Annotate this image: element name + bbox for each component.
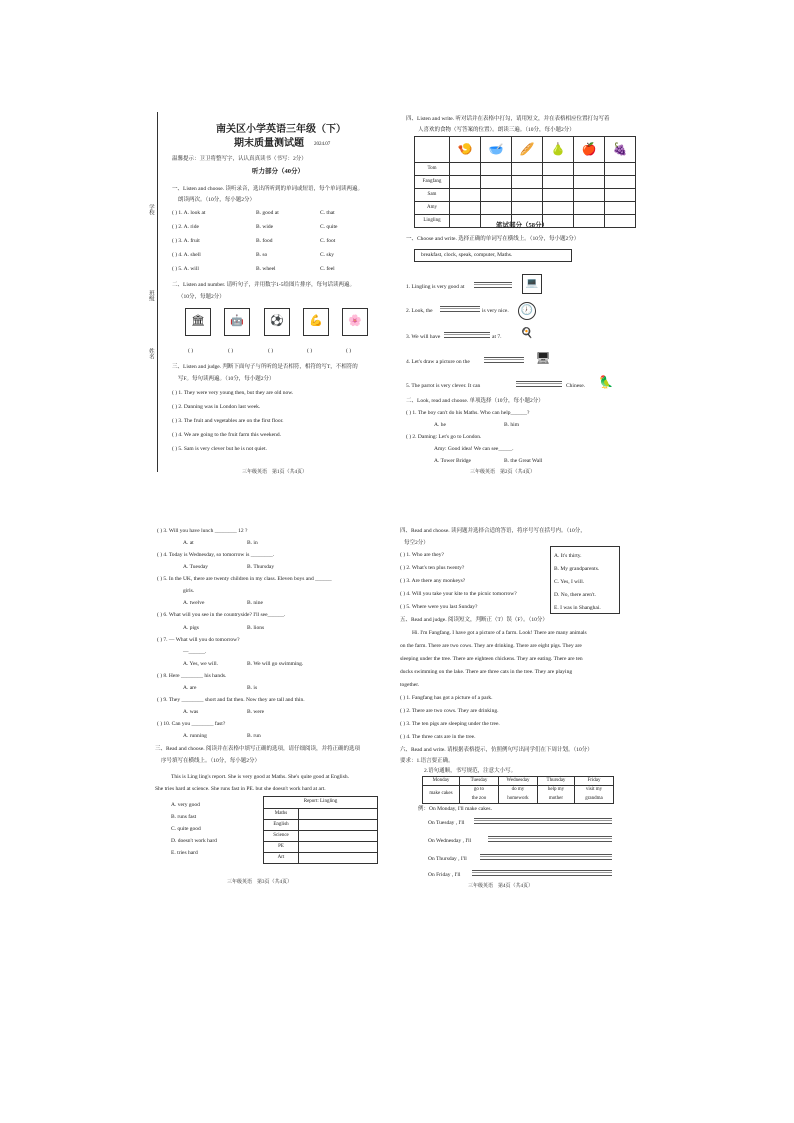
computer-desk-icon: 🖥 bbox=[535, 350, 551, 365]
answer-c: C. Yes, I will. bbox=[554, 579, 585, 585]
answer-a: A. It's thirty. bbox=[554, 553, 582, 559]
page-3 bbox=[155, 522, 395, 894]
w2-opt-1a: A. he bbox=[434, 422, 446, 428]
w1-item-3a: 3. We will have bbox=[406, 334, 441, 340]
p3-q3a: A. at bbox=[183, 540, 194, 546]
name-label: 姓名 bbox=[147, 348, 154, 359]
s2-blank-2[interactable]: ( ) bbox=[228, 348, 234, 354]
s3-item-5: ( ) 5. Sam is very clever but he is not quiet. bbox=[172, 446, 267, 452]
page-1 bbox=[140, 112, 390, 482]
p3-q5b: B. nine bbox=[247, 600, 263, 606]
judge-2: ( ) 2. There are two cows. They are drinking. bbox=[400, 708, 499, 714]
p3-q5-cont: girls. bbox=[183, 588, 195, 594]
answer-box bbox=[550, 546, 620, 614]
option-d: D. doesn't work hard bbox=[171, 838, 217, 844]
write-line[interactable] bbox=[480, 854, 612, 860]
s4-title2: 人喜欢的食物（写答案的位置）。朗读三遍。（10分，每小题2分） bbox=[418, 127, 575, 133]
writing-heading: 笔试部分（58分） bbox=[496, 222, 548, 229]
plan-task: homework bbox=[499, 795, 538, 804]
s1-option: B. so bbox=[256, 252, 268, 258]
answer-line[interactable] bbox=[484, 357, 524, 363]
question-5: ( ) 5. Where were you last Sunday? bbox=[400, 604, 478, 610]
s1-option: C. that bbox=[320, 210, 335, 216]
tip: 温馨提示：卫卫将整写字，认认真真读书（书写：2分） bbox=[172, 156, 307, 162]
p3-q4: ( ) 4. Today is Wednesday, so tomorrow is ________. bbox=[157, 552, 275, 558]
p4-s6-req: 要求：1.语言要正确。 bbox=[400, 758, 454, 764]
option-b: B. runs fast bbox=[171, 814, 197, 820]
p3-q4b: B. Thursday bbox=[247, 564, 275, 570]
plan-task: mother bbox=[538, 795, 575, 804]
p3-q9: ( ) 9. They ________ short and fat then. Now they are tall and thin. bbox=[157, 697, 305, 703]
p4-s4-title: 四、Read and choose. 读问题并选择合适的答语，将序号写在括号内。（10分， bbox=[400, 528, 586, 534]
p3-q4a: A. Tuesday bbox=[183, 564, 209, 570]
w1-title: 一、Choose and write. 选择正确的单词写在横线上。（10分，每小题2分） bbox=[406, 236, 580, 242]
binding-line bbox=[157, 112, 158, 472]
s4-title: 四、Listen and write. 听对话并在表格中打勾，请用短文，并在表格相应位置打勾写着 bbox=[406, 116, 610, 122]
s1-option: C. foot bbox=[320, 238, 336, 244]
s1-title: 一、Listen and choose. 读听录音，选出所听到的单词或短语，每个单词读两遍。 bbox=[172, 186, 363, 192]
p3-q8a: A. are bbox=[183, 685, 197, 691]
plan-task: grandma bbox=[575, 795, 614, 804]
plan-day: Tuesday bbox=[460, 777, 499, 786]
plan-task: visit my bbox=[575, 786, 614, 795]
s3-item-3: ( ) 3. The fruit and vegetables are on the first floor. bbox=[172, 418, 284, 424]
p3-q10a: A. running bbox=[183, 733, 207, 739]
w2-item-2: ( ) 2. Daming: Let's go to London. bbox=[406, 434, 482, 440]
s2-title: 二、Listen and number. 请听句子，并用数字1-5给图片排序，每句话读两遍。 bbox=[172, 282, 356, 288]
food-table bbox=[414, 136, 636, 228]
p3-q6b: B. lions bbox=[247, 625, 265, 631]
listening-heading: 听力部分（40分） bbox=[252, 168, 304, 175]
bread-icon: 🥖 bbox=[512, 137, 543, 163]
question-1: ( ) 1. Who are they? bbox=[400, 552, 444, 558]
report-subject: Maths bbox=[264, 809, 299, 820]
question-2: ( ) 2. What's ten plus twenty? bbox=[400, 565, 465, 571]
answer-line[interactable] bbox=[516, 381, 562, 387]
s3-item-4: ( ) 4. We are going to the fruit farm this weekend. bbox=[172, 432, 281, 438]
computer-icon: 💻 bbox=[522, 274, 542, 294]
shrimp-icon: 🍤 bbox=[450, 137, 481, 163]
exam-subtitle: 期末质量测试题 bbox=[234, 138, 304, 149]
passage-line-5: together. bbox=[400, 682, 420, 688]
passage-line-1: Hi. I'm Fangfang. I have got a picture of a farm. Look! There are many animals bbox=[412, 630, 587, 636]
p3-q6a: A. pigs bbox=[183, 625, 199, 631]
s3-item-1: ( ) 1. They were very young then, but they are old now. bbox=[172, 390, 294, 396]
s2-blank-1[interactable]: ( ) bbox=[188, 348, 194, 354]
example-sentence: 例：On Monday, I'll make cakes. bbox=[418, 806, 492, 812]
s1-option: B. food bbox=[256, 238, 273, 244]
clock-icon: 🕖 bbox=[518, 302, 536, 320]
p3-q7: ( ) 7. — What will you do tomorrow? bbox=[157, 637, 240, 643]
robot-icon: 🤖 bbox=[224, 308, 250, 336]
plan-day: Friday bbox=[575, 777, 614, 786]
s3-item-2: ( ) 2. Danning was in London last week. bbox=[172, 404, 261, 410]
p3-q7b: B. We will go swimming. bbox=[247, 661, 304, 667]
bowl-icon: 🥣 bbox=[481, 137, 512, 163]
p3-q5a: A. twelve bbox=[183, 600, 205, 606]
report-subject: Science bbox=[264, 831, 299, 842]
table-corner bbox=[415, 137, 450, 163]
w2-opt-1b: B. him bbox=[504, 422, 519, 428]
big-ben-icon: 🏛 bbox=[185, 308, 211, 336]
pear-icon: 🍐 bbox=[543, 137, 574, 163]
s1-item: ( ) 1. A. look at bbox=[172, 210, 206, 216]
s1-item: ( ) 5. A. will bbox=[172, 266, 199, 272]
arm-muscle-icon: 💪 bbox=[303, 308, 329, 336]
report-title: Report: Lingling bbox=[264, 797, 378, 809]
school-label: 学校 bbox=[147, 204, 154, 215]
exam-title: 南关区小学英语三年级（下） bbox=[216, 124, 346, 135]
w1-item-3b: at 7. bbox=[492, 334, 502, 340]
p4-s4-title2: 每空2分） bbox=[404, 540, 429, 546]
s1-item: ( ) 2. A. ride bbox=[172, 224, 199, 230]
write-prompt-1: On Tuesday , I'll bbox=[428, 820, 465, 826]
row-label: Tom bbox=[415, 163, 450, 176]
exam-date: 2024.07 bbox=[314, 142, 331, 147]
option-e: E. tries hard bbox=[171, 850, 198, 856]
p3-passage-2: She tries hard at science. She runs fast in PE. but she doesn't work hard at art. bbox=[155, 786, 326, 792]
p4-s5-title: 五、Read and judge. 阅读短文，判断正（T）误（F）。（10分） bbox=[400, 617, 548, 623]
p3-s3-title: 三、Read and choose. 阅读并在表格中填写正确的选项，请仔细阅读，并将正确的选项 bbox=[155, 746, 361, 752]
s1-item: ( ) 4. A. shell bbox=[172, 252, 201, 258]
grapes-icon: 🍇 bbox=[605, 137, 636, 163]
row-label: Sam bbox=[415, 189, 450, 202]
plan-day: Thursday bbox=[538, 777, 575, 786]
answer-line[interactable] bbox=[444, 332, 490, 338]
write-prompt-4: On Friday , I'll bbox=[428, 872, 461, 878]
s1-title2: 朗读两次。（10分，每小题2分） bbox=[178, 197, 256, 203]
option-a: A. very good bbox=[171, 802, 200, 808]
s3-title2: 写F。每句读两遍。（10分，每小题2分） bbox=[178, 376, 275, 382]
row-label: Fangfang bbox=[415, 176, 450, 189]
report-table bbox=[263, 796, 378, 864]
s1-item: ( ) 3. A. fruit bbox=[172, 238, 200, 244]
p3-q8b: B. is bbox=[247, 685, 258, 691]
s1-option: C. quite bbox=[320, 224, 338, 230]
passage-line-4: ducks swimming on the lake. There are three cats in the tree. They are playing bbox=[400, 669, 573, 675]
answer-d: D. No, there aren't. bbox=[554, 592, 596, 598]
w1-item-4: 4. Let's draw a picture on the bbox=[406, 359, 470, 365]
report-subject: English bbox=[264, 820, 299, 831]
parrot-icon: 🦜 bbox=[598, 374, 614, 389]
footer-3: 三年级英语 第3页（共4页） bbox=[227, 880, 293, 885]
p3-q7a: A. Yes, we will. bbox=[183, 661, 218, 667]
s1-option: C. feel bbox=[320, 266, 335, 272]
plan-day: Wednesday bbox=[499, 777, 538, 786]
w2-item-1: ( ) 1. The boy can't do his Maths. Who can help______? bbox=[406, 410, 530, 416]
class-label: 班级 bbox=[147, 290, 154, 301]
s1-option: B. wide bbox=[256, 224, 274, 230]
passage-line-3: sleeping under the tree. There are eighteen chickens. They are eating. There are ten bbox=[400, 656, 583, 662]
page-4 bbox=[398, 522, 638, 894]
answer-b: B. My grandparents. bbox=[554, 566, 600, 572]
plan-task: go to bbox=[460, 786, 499, 795]
w2-opt-2a: A. Tower Bridge bbox=[434, 458, 471, 464]
s1-option: B. good at bbox=[256, 210, 279, 216]
judge-3: ( ) 3. The ten pigs are sleeping under the tree. bbox=[400, 721, 500, 727]
footer-1: 三年级英语 第1页（共4页） bbox=[242, 470, 308, 475]
p3-q3b: B. in bbox=[247, 540, 258, 546]
s3-title: 三、Listen and judge. 判断下面句子与所听的是否相符，相符的写T，不相符的 bbox=[172, 364, 358, 370]
report-subject: PE bbox=[264, 842, 299, 853]
p3-q8: ( ) 8. Here ________ his hands. bbox=[157, 673, 227, 679]
w1-item-5a: 5. The parrot is very clever. It can bbox=[406, 383, 481, 389]
plan-day: Monday bbox=[423, 777, 460, 786]
answer-e: E. I was in Shanghai. bbox=[554, 605, 601, 611]
w2-opt-2b: B. the Great Wall bbox=[504, 458, 543, 464]
plan-table bbox=[422, 776, 614, 804]
write-line[interactable] bbox=[488, 836, 612, 842]
passage-line-2: on the farm. There are two cows. They are drinking. There are eight pigs. They are bbox=[400, 643, 582, 649]
p3-q6: ( ) 6. What will you see in the countryside? I'll see______. bbox=[157, 612, 286, 618]
s2-blank-5[interactable]: ( ) bbox=[346, 348, 352, 354]
w1-item-5b: Chinese. bbox=[566, 383, 586, 389]
p3-q7-ans: —______. bbox=[183, 649, 207, 655]
breakfast-icon: 🍳 bbox=[520, 327, 534, 339]
plan-task: do my bbox=[499, 786, 538, 795]
report-subject: Art bbox=[264, 853, 299, 864]
write-line[interactable] bbox=[474, 818, 612, 824]
apple-icon: 🍎 bbox=[574, 137, 605, 163]
w2-item-2b: Amy: Good idea! We can see_____. bbox=[434, 446, 514, 452]
write-prompt-2: On Wednesday , I'll bbox=[428, 838, 472, 844]
w1-item-2b: is very nice. bbox=[482, 308, 509, 314]
ball-icon: ⚽ bbox=[264, 308, 290, 336]
flower-icon: 🌸 bbox=[342, 308, 368, 336]
s1-option: C. sky bbox=[320, 252, 335, 258]
answer-line[interactable] bbox=[440, 306, 480, 312]
s2-title2: （10分，每题2分） bbox=[178, 294, 225, 300]
p4-s6-title: 六、Read and write. 请根据表格提示，仿照例句写出同学们在下周计划。（10分） bbox=[400, 747, 593, 753]
question-3: ( ) 3. Are there any monkeys? bbox=[400, 578, 466, 584]
option-c: C. quite good bbox=[171, 826, 201, 832]
p3-passage-1: This is Ling ling's report. She is very good at Maths. She's quite good at English. bbox=[171, 774, 349, 780]
s2-blank-4[interactable]: ( ) bbox=[307, 348, 313, 354]
p3-q3: ( ) 3. Will you have lunch ________ 12 ? bbox=[157, 528, 248, 534]
judge-1: ( ) 1. Fangfang has got a picture of a park. bbox=[400, 695, 493, 701]
plan-task: help my bbox=[538, 786, 575, 795]
p3-q10b: B. run bbox=[247, 733, 261, 739]
question-4: ( ) 4. Will you take your kite to the picnic tomorrow? bbox=[400, 591, 517, 597]
s1-option: B. wheel bbox=[256, 266, 276, 272]
p3-s3-title2: 序号填写在横线上。（10分，每小题2分） bbox=[161, 758, 261, 764]
plan-task: make cakes bbox=[423, 786, 460, 804]
p3-q9b: B. were bbox=[247, 709, 265, 715]
p3-q9a: A. was bbox=[183, 709, 199, 715]
p3-q5: ( ) 5. In the UK, there are twenty children in my class. Eleven boys and ______ bbox=[157, 576, 332, 582]
p3-q10: ( ) 10. Can you ________ fast? bbox=[157, 721, 226, 727]
answer-line[interactable] bbox=[474, 282, 512, 288]
row-label: Amy bbox=[415, 202, 450, 215]
plan-task: the zoo bbox=[460, 795, 499, 804]
footer-2: 三年级英语 第2页（共4页） bbox=[470, 470, 536, 475]
w1-item-2a: 2. Look, the bbox=[406, 308, 433, 314]
judge-4: ( ) 4. The three cats are in the tree. bbox=[400, 734, 476, 740]
page-2 bbox=[404, 112, 644, 482]
w2-title: 二、Look, read and choose. 单项选择（10分，每小题2分） bbox=[406, 398, 544, 404]
p4-s6-req2: 2.语句通顺，书写规范，注意大小写。 bbox=[424, 768, 517, 774]
word-bank: breakfast, clock, speak, computer, Maths. bbox=[414, 249, 572, 262]
s2-blank-3[interactable]: ( ) bbox=[268, 348, 274, 354]
write-line[interactable] bbox=[472, 870, 612, 876]
write-prompt-3: On Thursday , I'll bbox=[428, 856, 467, 862]
row-label: Lingling bbox=[415, 215, 450, 228]
w1-item-1: 1. Lingling is very good at bbox=[406, 284, 465, 290]
footer-4: 三年级英语 第4页（共4页） bbox=[468, 884, 534, 889]
